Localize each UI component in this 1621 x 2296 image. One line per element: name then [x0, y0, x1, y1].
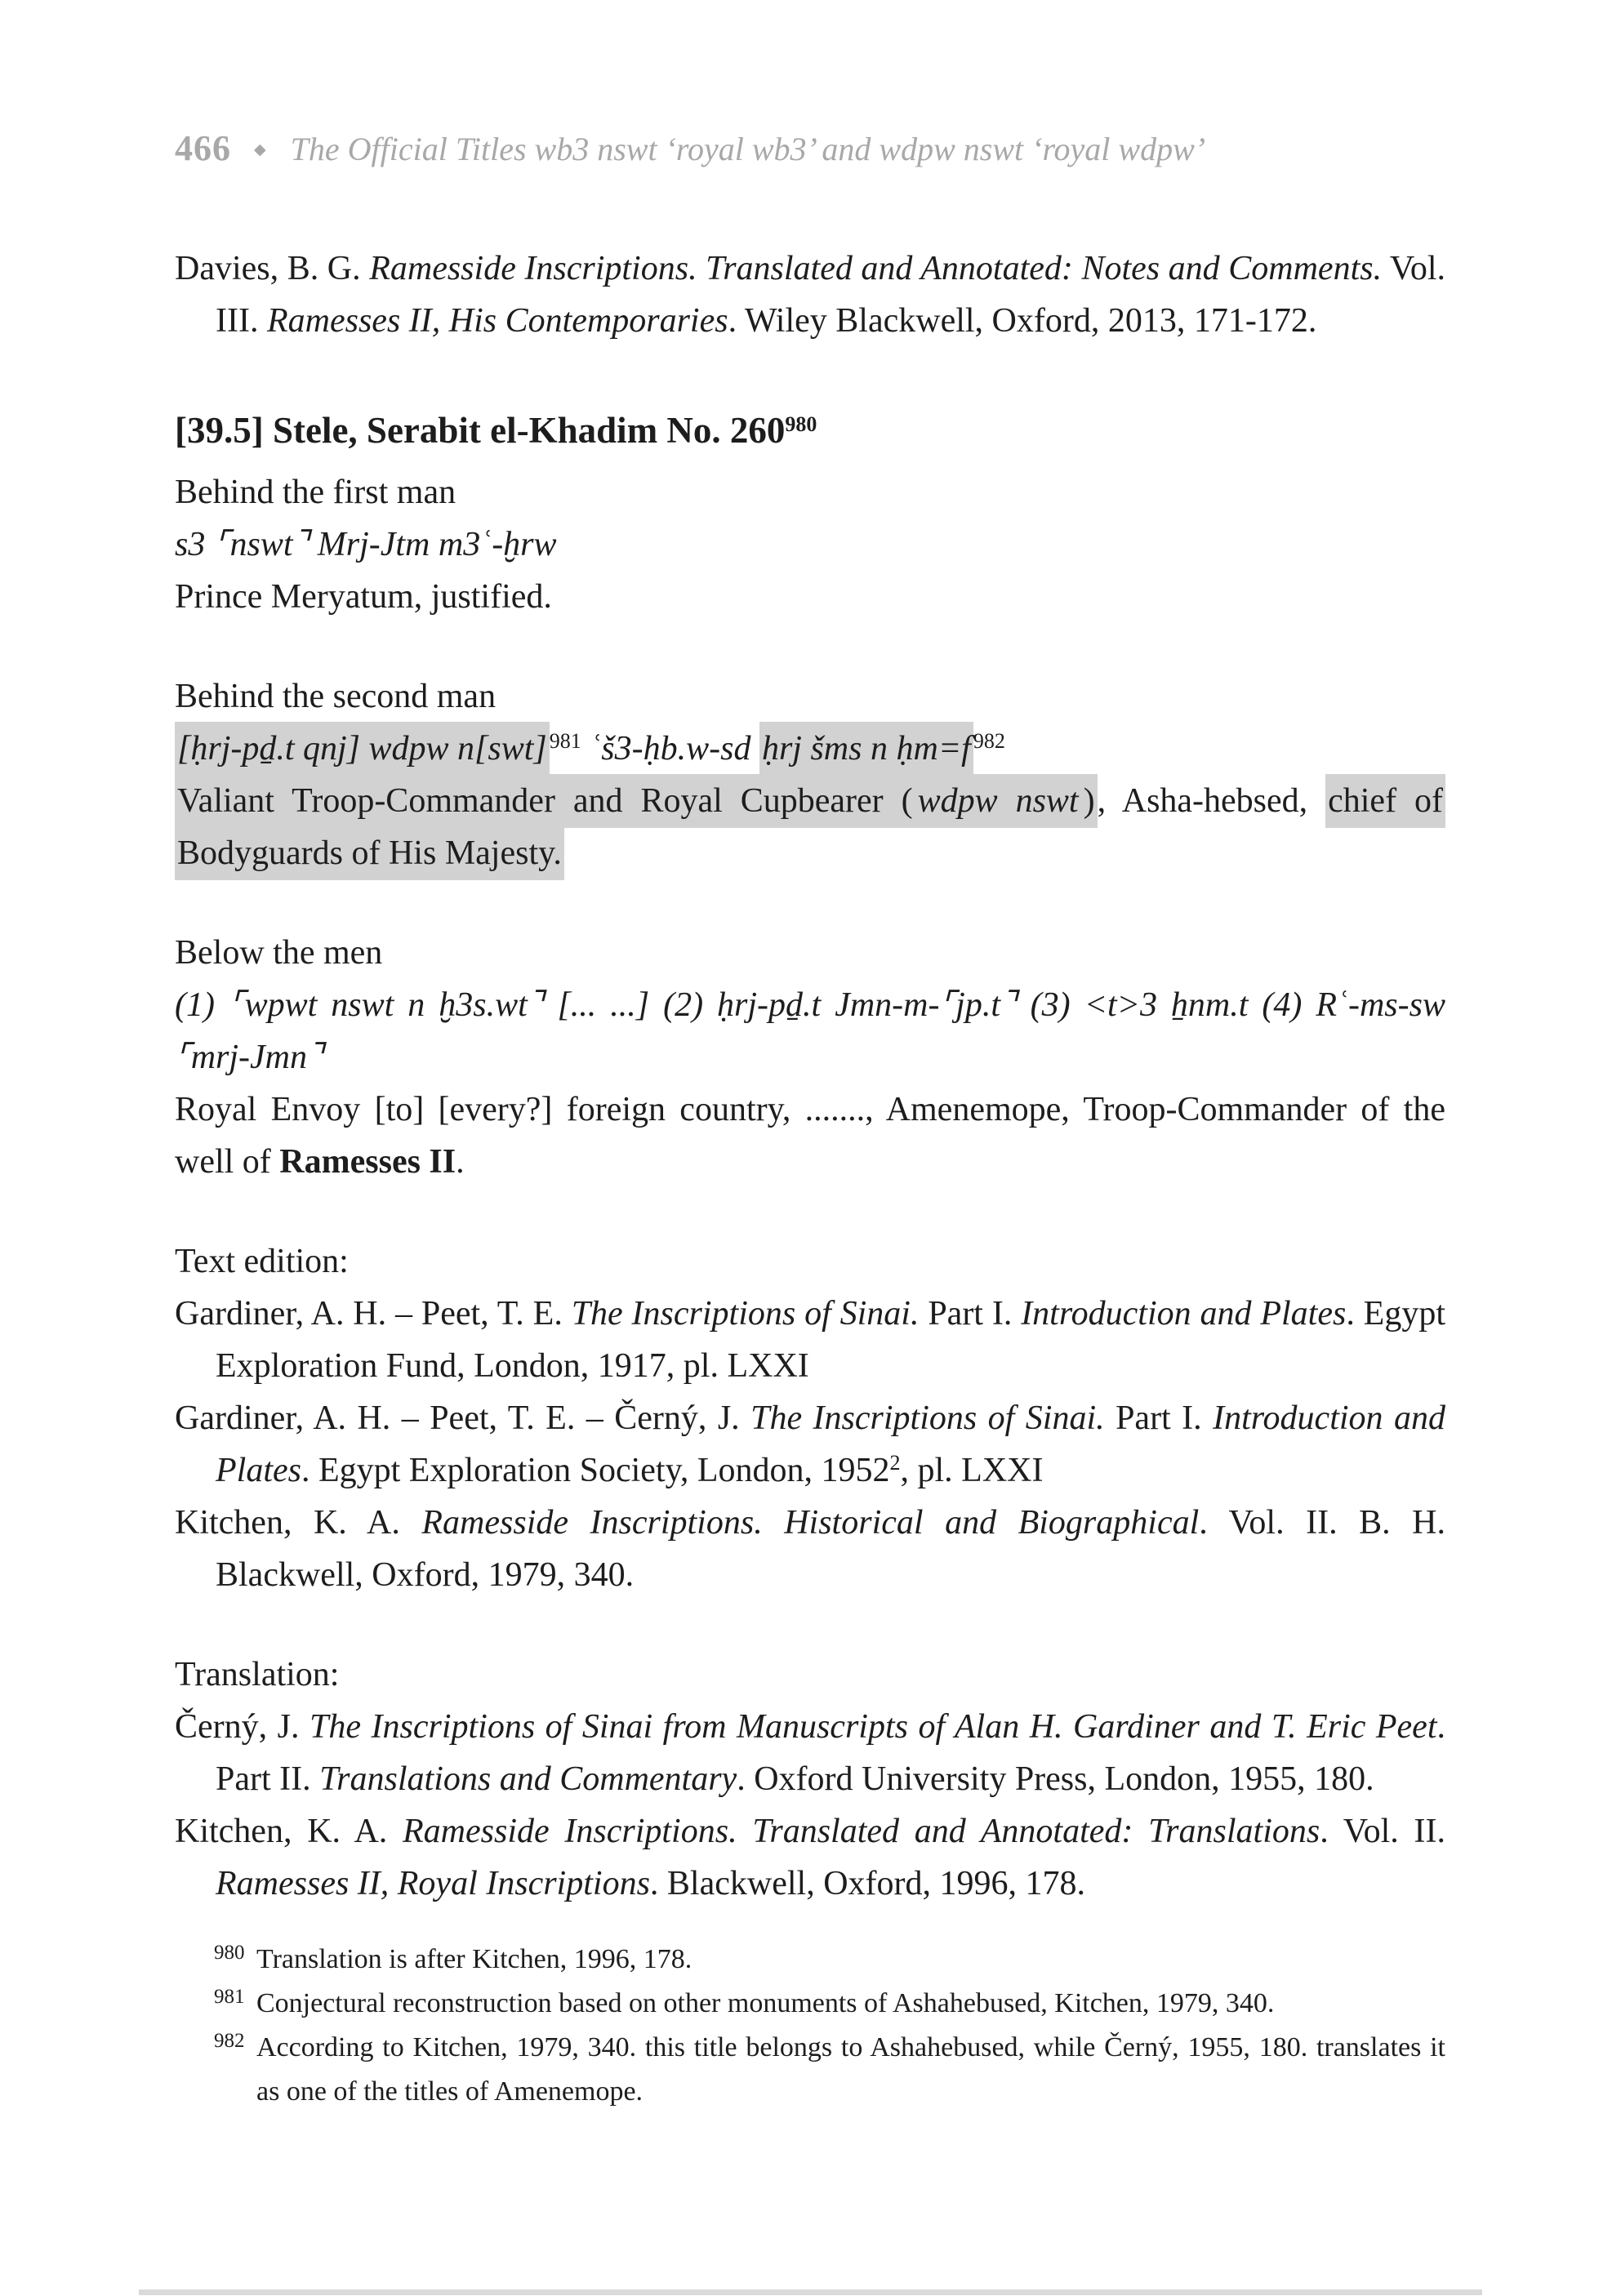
caption-behind-first-man: Behind the first man — [175, 474, 456, 511]
footnote-ref-981: 981 — [549, 728, 581, 753]
transliteration-first-man: s3 ⌜nswt⌝ Mrj-Jtm m3ʿ-ḫrw — [175, 526, 557, 563]
bib-title-italic: Translations and Commentary — [319, 1760, 737, 1798]
entry-heading-text: [39.5] Stele, Serabit el-Khadim No. 260 — [175, 410, 786, 451]
bib-title-italic: The Inscriptions of Sinai. — [571, 1295, 920, 1333]
bib-entry-kitchen-1996 — [175, 1805, 1445, 1910]
translation-first-man: Prince Meryatum, justified. — [175, 578, 552, 616]
translation-highlighted-italic: wdpw nswt — [915, 774, 1081, 828]
transliteration-second-man — [175, 723, 1445, 775]
transliteration-below-men: (1) ⌜wpwt nswt n ḫ3s.wt⌝ [... ...] (2) ḥrj-pḏ.t Jmn-m-⌜jp.t⌝ (3) <t>3 ẖnm.t (4) Rʿ-ms-sw ⌜mrj-Jmn⌝ — [175, 986, 1445, 1076]
bib-text: . Vol. II. — [1320, 1813, 1445, 1850]
translation-highlighted: Valiant Troop-Commander and Royal Cupbearer ( — [175, 774, 915, 828]
bib-title-italic: Introduction and Plates — [1021, 1295, 1347, 1333]
bib-title-italic: Ramesside Inscriptions. Translated and Annotated: Translations — [403, 1813, 1320, 1850]
footnotes-block — [175, 1938, 1445, 2114]
running-title: The Official Titles wb3 nswt ‘royal wb3’ and wdpw nswt ‘royal wdpw’ — [290, 131, 1206, 167]
translation-plain: , Asha-hebsed, — [1097, 782, 1326, 820]
footnote-ref-980: 980 — [785, 412, 817, 436]
bib-text: Gardiner, A. H. – Peet, T. E. — [175, 1295, 572, 1333]
text-edition-label: Text edition: — [175, 1243, 349, 1280]
bib-text: Davies, B. G. — [175, 250, 370, 287]
translation-plain: Royal Envoy [to] [every?] foreign country, ......., Amenemope, Troop-Commander of the well of — [175, 1091, 1445, 1181]
bib-text: . Egypt Exploration Fund, London, 1917, pl. LXXI — [216, 1295, 1445, 1385]
bib-text: Part I. — [1104, 1399, 1214, 1437]
bib-title-italic: Ramesside Inscriptions. Translated and Annotated: Notes and Comments. — [369, 250, 1383, 287]
footnote-text: According to Kitchen, 1979, 340. this title belongs to Ashahebused, while Černý, 1955, 180. translates it as one of the titles of Amenemope. — [256, 2032, 1445, 2107]
running-header — [175, 127, 1445, 169]
footnote-980: 980 Translation is after Kitchen, 1996, 178. — [214, 1941, 692, 1974]
bib-text: . Oxford University Press, London, 1955, 180. — [737, 1760, 1374, 1798]
bib-text: , pl. LXXI — [900, 1452, 1044, 1489]
bib-title-italic: Introduction and Plates — [216, 1399, 1445, 1489]
text-column — [175, 0, 1445, 2114]
bib-title-italic: The Inscriptions of Sinai. — [750, 1399, 1105, 1437]
page-edge-scan-bar — [139, 2289, 1482, 2295]
translit-highlighted: ḥrj šms n ḥm=f — [759, 722, 973, 776]
bib-text: . Egypt Exploration Society, London, 1952 — [301, 1452, 890, 1489]
bib-text: . Vol. II. B. H. Blackwell, Oxford, 1979, 340. — [216, 1504, 1445, 1594]
edition-superscript: 2 — [889, 1450, 901, 1475]
bib-title-italic: The Inscriptions of Sinai from Manuscripts of Alan H. Gardiner and T. Eric Peet — [310, 1708, 1437, 1746]
caption-behind-second-man: Behind the second man — [175, 678, 497, 715]
bib-text: Part I. — [919, 1295, 1022, 1333]
translation-second-man — [175, 775, 1445, 879]
bib-text: . Blackwell, Oxford, 1996, 178. — [649, 1865, 1086, 1902]
bib-entry-cerny-1955 — [175, 1701, 1445, 1805]
bib-entry-gardiner-peet-cerny-1952 — [175, 1392, 1445, 1497]
bib-text: . Wiley Blackwell, Oxford, 2013, 171-172. — [728, 302, 1317, 340]
bib-text: Kitchen, K. A. — [175, 1813, 403, 1850]
diamond-separator-icon: ◆ — [254, 141, 266, 158]
footnote-text: Conjectural reconstruction based on other monuments of Ashahebused, Kitchen, 1979, 340. — [256, 1988, 1275, 2018]
footnote-ref-982: 982 — [973, 728, 1005, 753]
footnote-981: 981 Conjectural reconstruction based on other monuments of Ashahebused, Kitchen, 1979, 340. — [214, 1985, 1275, 2018]
bib-entry-kitchen-1979 — [175, 1497, 1445, 1601]
bib-text: . Part II. — [216, 1708, 1445, 1798]
bib-entry-davies — [175, 243, 1445, 347]
bib-text: Vol. III. — [216, 250, 1445, 340]
translation-plain: . — [456, 1143, 465, 1181]
bib-title-italic: Ramesses II, His Contemporaries — [266, 302, 728, 340]
translation-label: Translation: — [175, 1656, 340, 1693]
translit-highlighted: [ḥrj-pḏ.t qnj] wdpw n[swt] — [175, 722, 550, 776]
translation-highlighted: chief of Bodyguards of His Majesty. — [175, 774, 1445, 880]
entry-heading — [175, 404, 1445, 456]
bib-title-italic: Ramesses II, Royal Inscriptions — [216, 1865, 650, 1902]
bib-text: Gardiner, A. H. – Peet, T. E. – Černý, J. — [175, 1399, 751, 1437]
footnote-982: 982 According to Kitchen, 1979, 340. this title belongs to Ashahebused, while Černý, 1955, 180. translates it as one of the titles of Amenemope. — [214, 2029, 1445, 2107]
translation-bold: Ramesses II — [279, 1143, 456, 1181]
caption-below-the-men: Below the men — [175, 934, 383, 972]
bib-title-italic: Ramesside Inscriptions. Historical and Biographical — [421, 1504, 1200, 1542]
footnote-text: Translation is after Kitchen, 1996, 178. — [256, 1944, 692, 1974]
bib-entry-gardiner-peet-1917 — [175, 1288, 1445, 1392]
translation-highlighted: ) — [1081, 774, 1098, 828]
page-number: 466 — [175, 128, 231, 168]
bib-text: Kitchen, K. A. — [175, 1504, 422, 1542]
translit-plain: ʿš3-ḥb.w-sd — [581, 730, 759, 768]
translation-below-men — [175, 1083, 1445, 1188]
bib-text: Černý, J. — [175, 1708, 310, 1746]
